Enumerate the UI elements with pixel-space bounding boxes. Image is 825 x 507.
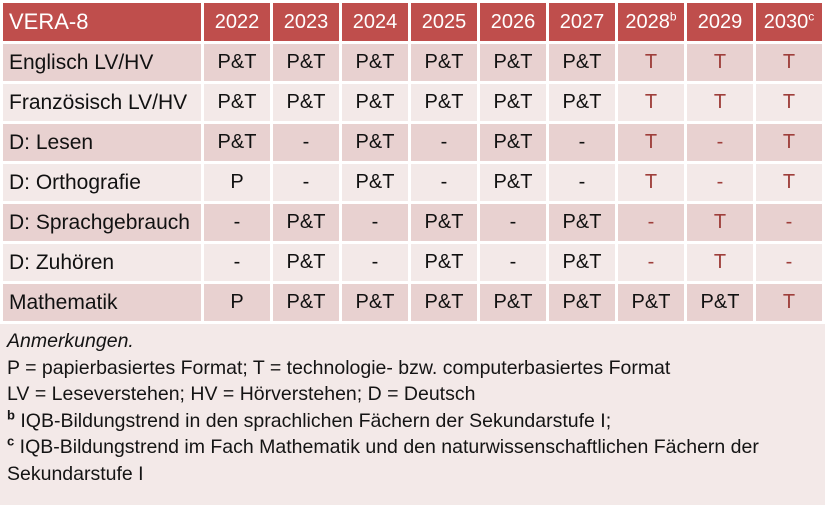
- table-row: [3, 44, 822, 81]
- format-cell: P&T: [342, 44, 408, 81]
- annotations-block: [0, 324, 825, 505]
- table-title: VERA-8: [3, 3, 201, 41]
- table-row: [3, 124, 822, 161]
- column-header-2027: 2027: [549, 3, 615, 41]
- format-cell: T: [618, 164, 684, 201]
- note-text: LV = Leseverstehen; HV = Hörverstehen; D = Deutsch: [7, 383, 476, 405]
- format-cell: P&T: [342, 84, 408, 121]
- format-cell: T: [756, 124, 822, 161]
- format-cell: P&T: [273, 84, 339, 121]
- format-cell: P&T: [411, 204, 477, 241]
- format-cell: T: [687, 44, 753, 81]
- column-header-2022: 2022: [204, 3, 270, 41]
- table-row: [3, 164, 822, 201]
- footnote-marker-b: b: [7, 407, 15, 422]
- format-cell: T: [756, 44, 822, 81]
- format-cell: P&T: [204, 124, 270, 161]
- note-line: [7, 434, 817, 487]
- format-cell: P&T: [342, 124, 408, 161]
- format-cell: P&T: [342, 164, 408, 201]
- format-cell: -: [204, 204, 270, 241]
- table-row: [3, 204, 822, 241]
- format-cell: -: [342, 244, 408, 281]
- format-cell: P&T: [204, 44, 270, 81]
- format-cell: P&T: [273, 44, 339, 81]
- format-cell: P&T: [549, 284, 615, 321]
- format-cell: P&T: [411, 244, 477, 281]
- format-cell: P&T: [342, 284, 408, 321]
- format-cell: T: [756, 284, 822, 321]
- format-cell: P&T: [687, 284, 753, 321]
- format-cell: -: [411, 164, 477, 201]
- format-cell: -: [687, 164, 753, 201]
- format-cell: -: [618, 244, 684, 281]
- format-cell: T: [687, 244, 753, 281]
- footnote-marker-b: b: [669, 8, 677, 23]
- format-cell: P&T: [480, 44, 546, 81]
- row-label: D: Zuhören: [3, 244, 201, 281]
- format-cell: -: [273, 124, 339, 161]
- format-cell: T: [687, 84, 753, 121]
- footnote-marker-c: c: [808, 8, 815, 23]
- format-cell: -: [756, 244, 822, 281]
- format-cell: P&T: [480, 84, 546, 121]
- table-body: [3, 44, 822, 321]
- format-cell: -: [549, 164, 615, 201]
- format-cell: -: [480, 204, 546, 241]
- format-cell: P: [204, 284, 270, 321]
- format-cell: -: [204, 244, 270, 281]
- format-cell: -: [342, 204, 408, 241]
- row-label: Mathematik: [3, 284, 201, 321]
- format-cell: P&T: [480, 164, 546, 201]
- format-cell: P&T: [480, 124, 546, 161]
- format-cell: T: [756, 164, 822, 201]
- format-cell: -: [756, 204, 822, 241]
- column-header-2026: 2026: [480, 3, 546, 41]
- note-line: [7, 408, 817, 435]
- format-cell: P&T: [411, 44, 477, 81]
- note-text: IQB-Bildungstrend in den sprachlichen Fächern der Sekundarstufe I;: [20, 409, 612, 432]
- format-cell: T: [618, 84, 684, 121]
- footnote-marker-c: c: [7, 433, 15, 449]
- column-header-2025: 2025: [411, 3, 477, 41]
- header-row: [3, 3, 822, 41]
- table-row: [3, 244, 822, 281]
- format-cell: -: [480, 244, 546, 281]
- format-cell: P: [204, 164, 270, 201]
- format-cell: -: [618, 204, 684, 241]
- format-cell: T: [618, 44, 684, 81]
- column-header-2023: 2023: [273, 3, 339, 41]
- note-text: P = papierbasiertes Format; T = technologie- bzw. computerbasiertes Format: [7, 356, 671, 379]
- format-cell: P&T: [549, 244, 615, 281]
- notes-heading: [7, 328, 817, 355]
- format-cell: P&T: [273, 244, 339, 281]
- format-cell: -: [273, 164, 339, 201]
- format-cell: P&T: [549, 204, 615, 241]
- row-label: Englisch LV/HV: [3, 44, 201, 81]
- table-row: [3, 84, 822, 121]
- format-cell: P&T: [273, 204, 339, 241]
- format-cell: P&T: [411, 84, 477, 121]
- format-cell: -: [411, 124, 477, 161]
- format-cell: P&T: [411, 284, 477, 321]
- column-header-2028: 2028$^b$: [618, 3, 684, 41]
- format-cell: P&T: [549, 44, 615, 81]
- table-row: [3, 284, 822, 321]
- format-cell: P&T: [273, 284, 339, 321]
- column-header-2030: 2030$^c$: [756, 3, 822, 41]
- format-cell: -: [549, 124, 615, 161]
- format-cell: P&T: [480, 284, 546, 321]
- note-text: IQB-Bildungstrend im Fach Mathematik und den naturwissenschaftlichen Fächern der Sekundarstufe I: [7, 436, 759, 485]
- table-header: [3, 3, 822, 41]
- format-cell: P&T: [618, 284, 684, 321]
- row-label: D: Lesen: [3, 124, 201, 161]
- note-line: [7, 355, 817, 382]
- format-cell: T: [618, 124, 684, 161]
- format-cell: T: [756, 84, 822, 121]
- format-cell: T: [687, 204, 753, 241]
- column-header-2029: 2029: [687, 3, 753, 41]
- row-label: D: Orthografie: [3, 164, 201, 201]
- row-label: Französisch LV/HV: [3, 84, 201, 121]
- format-cell: -: [687, 124, 753, 161]
- format-cell: P&T: [204, 84, 270, 121]
- note-line: [7, 381, 817, 408]
- row-label: D: Sprachgebrauch: [3, 204, 201, 241]
- column-header-2024: 2024: [342, 3, 408, 41]
- format-cell: P&T: [549, 84, 615, 121]
- note-text: Anmerkungen.: [7, 330, 134, 352]
